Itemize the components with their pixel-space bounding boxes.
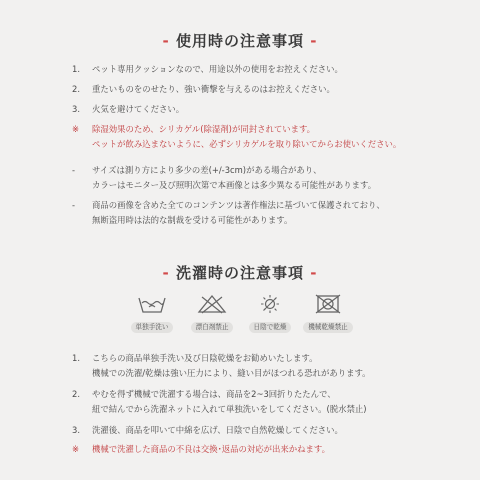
care-label: 機械乾燥禁止: [303, 322, 353, 333]
care-item: [298, 294, 358, 333]
hand-wash-icon: [136, 294, 168, 314]
no-bleach-icon: [196, 294, 228, 314]
care-label: 漂白剤禁止: [191, 322, 234, 333]
section-title-usage: - 使用時の注意事項 -: [162, 32, 318, 50]
care-icons: [0, 294, 480, 340]
section-title-washing: - 洗濯時の注意事項 -: [162, 264, 318, 282]
care-item: [240, 294, 300, 333]
shade-dry-icon: [254, 294, 286, 314]
care-item: [122, 294, 182, 333]
care-label: 日陰で乾燥: [249, 322, 292, 333]
care-label: 単独手洗い: [131, 322, 174, 333]
no-machine-dry-icon: [312, 294, 344, 314]
care-item: [182, 294, 242, 333]
